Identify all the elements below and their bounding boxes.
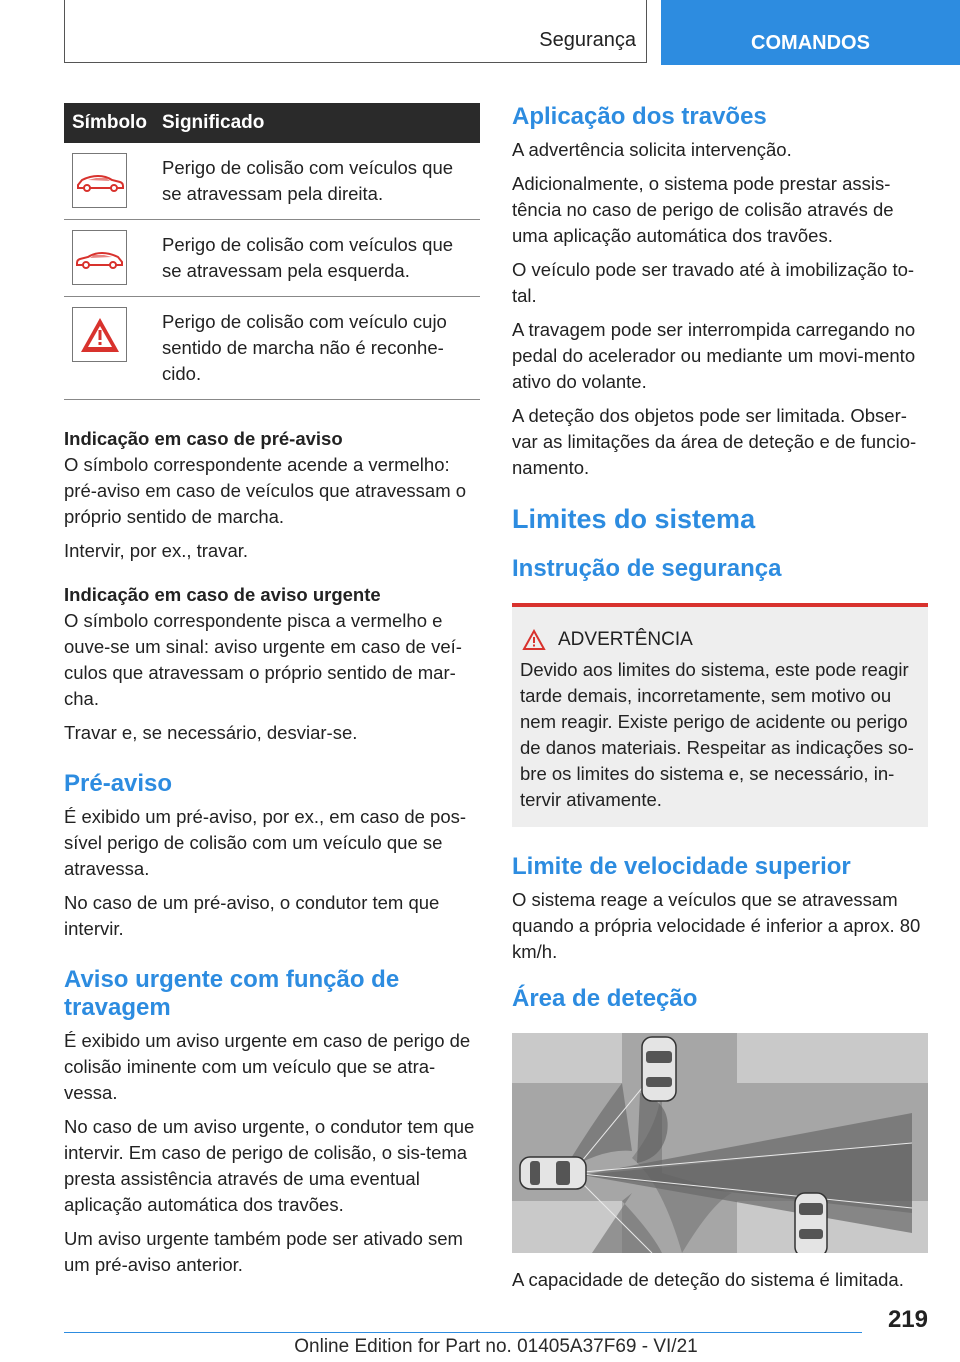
urgent-braking-text: É exibido um aviso urgente em caso de perigo de colisão iminente com um veículo que se atra-vessa. <box>64 1030 471 1103</box>
row-meaning: Perigo de colisão com veículo cujo sentido de marcha não é reconhe-cido. <box>158 297 480 400</box>
brakes-text-2: Adicionalmente, o sistema pode prestar assis-tência no caso de perigo de colisão através de uma aplicação automática dos travões. <box>512 173 894 246</box>
own-car <box>520 1157 586 1189</box>
car-crossing-right-icon <box>72 153 127 208</box>
urgent-braking-note: Um aviso urgente também pode ser ativado sem um pré-aviso anterior. <box>64 1228 463 1275</box>
brakes-title: Aplicação dos travões <box>512 103 767 130</box>
warning-text: Devido aos limites do sistema, este pode reagir tarde demais, incorretamente, sem motivo ou nem reagir. Existe perigo de acidente ou perigo de danos materiais. Respeitar as indicações so-bre os limites do sistema e, se necessário, in-tervir ativamente. <box>520 659 914 810</box>
urgent-indication-text: O símbolo correspondente pisca a vermelho e ouve-se um sinal: aviso urgente em caso de veí-culos que atravessam o próprio sentido de mar-cha. <box>64 610 462 709</box>
right-column <box>512 103 928 1301</box>
brakes-text-4: A travagem pode ser interrompida carregando no pedal do acelerador ou mediante um movi-mento ativo do volante. <box>512 319 916 392</box>
table-row <box>64 143 480 220</box>
header-section-box <box>64 0 647 63</box>
warning-box <box>512 603 928 827</box>
warning-triangle-icon <box>72 307 127 362</box>
preaviso-title: Pré-aviso <box>64 770 173 797</box>
crossing-car-top <box>642 1037 676 1101</box>
meaning-column-header: Significado <box>158 103 480 143</box>
urgent-indication-heading: Indicação em caso de aviso urgente <box>64 584 381 605</box>
detection-area-diagram <box>512 1033 928 1253</box>
preaviso-text: É exibido um pré-aviso, por ex., em caso de pos-sível perigo de colisão com um veículo que se atravessa. <box>64 806 467 879</box>
page-number: 219 <box>887 1306 928 1333</box>
detection-area-caption: A capacidade de deteção do sistema é limitada. <box>512 1269 904 1290</box>
symbol-column-header: Símbolo <box>64 103 158 143</box>
prewarn-indication-text: O símbolo correspondente acende a vermelho: pré-aviso em caso de veículos que atravessam o próprio sentido de marcha. <box>64 454 467 527</box>
prewarn-indication-action: Intervir, por ex., travar. <box>64 540 249 561</box>
edition-text: Online Edition for Part no. 01405A37F69 - VI/21 <box>294 1336 698 1357</box>
left-column <box>64 103 480 1286</box>
urgent-braking-title: Aviso urgente com função de travagem <box>64 966 400 1021</box>
brakes-text-3: O veículo pode ser travado até à imobilização to-tal. <box>512 259 915 306</box>
row-meaning: Perigo de colisão com veículos que se atravessam pela esquerda. <box>158 220 480 297</box>
warning-label: ADVERTÊNCIA <box>558 629 693 650</box>
header-section-title: Segurança <box>539 29 636 51</box>
system-limits-title: Limites do sistema <box>512 504 756 534</box>
prewarn-indication-heading: Indicação em caso de pré-aviso <box>64 428 343 449</box>
header-chapter-tab[interactable] <box>661 0 960 65</box>
table-row <box>64 220 480 297</box>
brakes-text-5: A deteção dos objetos pode ser limitada. Obser-var as limitações da área de deteção e de funcio-namento. <box>512 405 917 478</box>
warning-triangle-icon <box>522 629 546 651</box>
row-meaning: Perigo de colisão com veículos que se atravessam pela direita. <box>158 143 480 220</box>
urgent-braking-driver-text: No caso de um aviso urgente, o condutor tem que intervir. Em caso de perigo de colisão, o sis-tema presta assistência através de uma eventual aplicação automática dos travões. <box>64 1116 475 1215</box>
detection-area-title: Área de deteção <box>512 985 698 1012</box>
symbol-table <box>64 103 480 400</box>
crossing-car-bottom <box>795 1193 827 1253</box>
car-crossing-left-icon <box>72 230 127 285</box>
warning-title <box>520 629 920 651</box>
urgent-indication-action: Travar e, se necessário, desviar-se. <box>64 722 358 743</box>
footer-divider <box>64 1332 862 1333</box>
speed-limit-title: Limite de velocidade superior <box>512 853 851 880</box>
safety-instruction-title: Instrução de segurança <box>512 555 782 582</box>
symbol-table-header <box>64 103 480 143</box>
header-chapter-label: COMANDOS <box>751 32 870 54</box>
preaviso-driver-text: No caso de um pré-aviso, o condutor tem que intervir. <box>64 892 440 939</box>
table-row <box>64 297 480 400</box>
brakes-text-1: A advertência solicita intervenção. <box>512 139 792 160</box>
speed-limit-text: O sistema reage a veículos que se atravessam quando a própria velocidade é inferior a aprox. 80 km/h. <box>512 889 921 962</box>
